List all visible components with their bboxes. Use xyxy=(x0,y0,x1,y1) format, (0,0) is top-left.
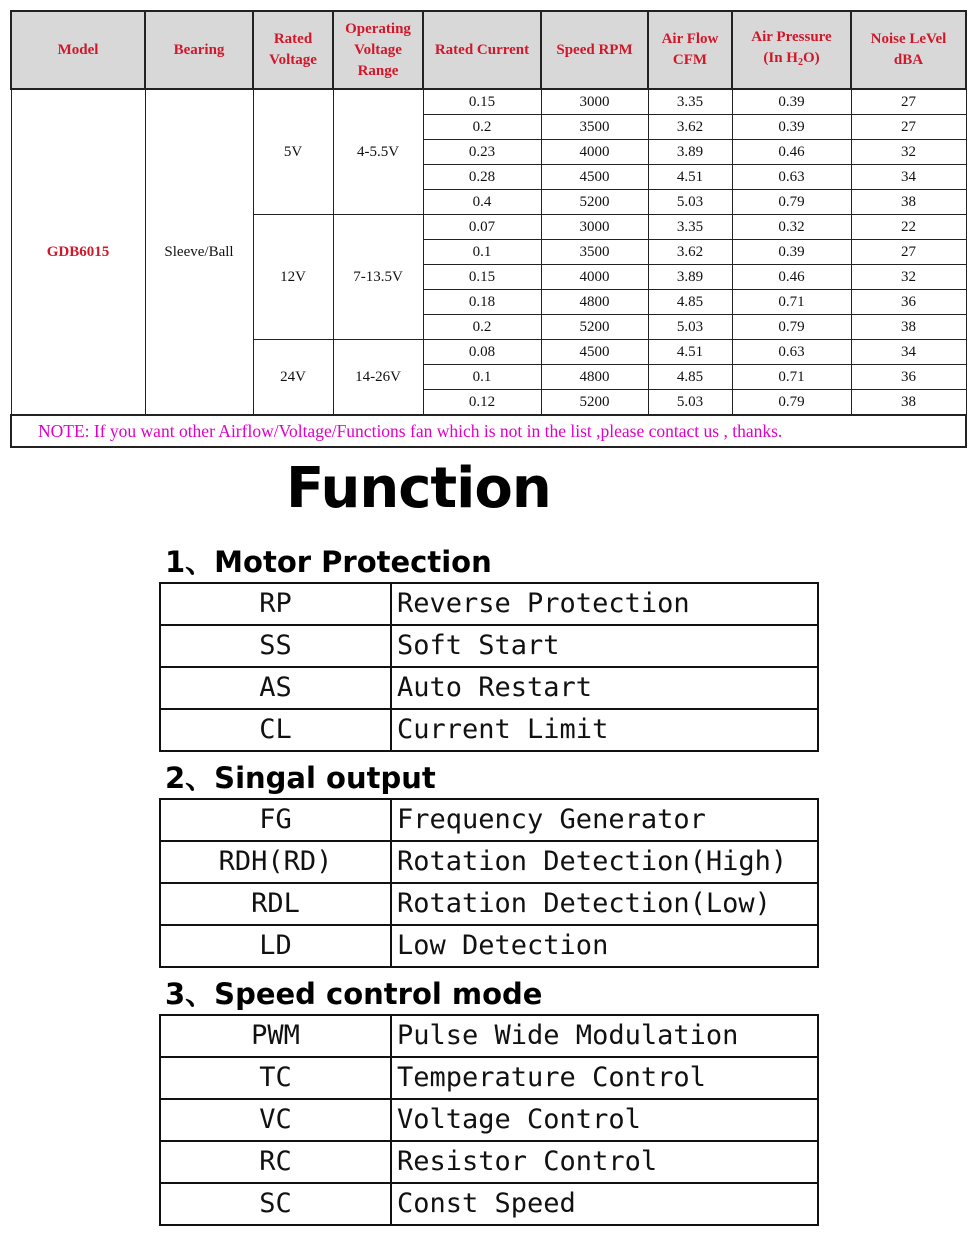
header-model: Model xyxy=(11,11,145,89)
rated-current-cell: 0.23 xyxy=(423,140,541,165)
header-rated-current: Rated Current xyxy=(423,11,541,89)
header-operating-line2: Voltage xyxy=(354,41,402,58)
rated-current-cell: 0.4 xyxy=(423,190,541,215)
header-air-pressure-unit-post: O) xyxy=(802,50,820,66)
speed-rpm-cell: 3500 xyxy=(541,115,648,140)
function-row xyxy=(160,1099,818,1141)
header-air-flow xyxy=(648,11,732,89)
header-noise-line1: Noise LeVel xyxy=(870,31,947,47)
function-row xyxy=(160,925,818,967)
noise-cell: 38 xyxy=(851,190,966,215)
header-air-flow-line1: Air Flow xyxy=(661,31,719,47)
operating-range-cell: 7-13.5V xyxy=(333,215,423,340)
air-pressure-cell: 0.39 xyxy=(732,240,851,265)
function-abbr: CL xyxy=(160,709,391,751)
note-row xyxy=(11,415,966,447)
air-pressure-cell: 0.63 xyxy=(732,165,851,190)
function-description: Rotation Detection(Low) xyxy=(391,883,818,925)
note-text: NOTE: If you want other Airflow/Voltage/Functions fan which is not in the list ,please contact us , thanks. xyxy=(11,415,966,447)
noise-cell: 34 xyxy=(851,340,966,365)
air-flow-cell: 4.85 xyxy=(648,365,732,390)
noise-cell: 32 xyxy=(851,140,966,165)
function-abbr: RDH(RD) xyxy=(160,841,391,883)
function-description: Soft Start xyxy=(391,625,818,667)
header-speed: Speed RPM xyxy=(541,11,648,89)
air-flow-cell: 3.62 xyxy=(648,115,732,140)
operating-range-cell: 14-26V xyxy=(333,340,423,416)
rated-voltage-cell: 24V xyxy=(253,340,333,416)
air-pressure-cell: 0.46 xyxy=(732,265,851,290)
rated-current-cell: 0.28 xyxy=(423,165,541,190)
function-abbr: PWM xyxy=(160,1015,391,1057)
spec-header-row xyxy=(11,11,966,89)
header-operating-range xyxy=(333,11,423,89)
header-operating-line3: Range xyxy=(357,62,399,79)
function-abbr: SS xyxy=(160,625,391,667)
air-pressure-cell: 0.63 xyxy=(732,340,851,365)
speed-rpm-cell: 4500 xyxy=(541,165,648,190)
function-row xyxy=(160,799,818,841)
function-abbr: TC xyxy=(160,1057,391,1099)
rated-current-cell: 0.18 xyxy=(423,290,541,315)
header-air-flow-line2: CFM xyxy=(672,52,708,68)
noise-cell: 27 xyxy=(851,115,966,140)
air-pressure-cell: 0.46 xyxy=(732,140,851,165)
air-flow-cell: 5.03 xyxy=(648,390,732,416)
function-abbr: LD xyxy=(160,925,391,967)
function-description: Current Limit xyxy=(391,709,818,751)
noise-cell: 27 xyxy=(851,89,966,115)
function-table-signal-output xyxy=(159,798,819,968)
air-pressure-cell: 0.39 xyxy=(732,115,851,140)
rated-current-cell: 0.1 xyxy=(423,365,541,390)
speed-rpm-cell: 4000 xyxy=(541,140,648,165)
function-row xyxy=(160,583,818,625)
air-pressure-cell: 0.79 xyxy=(732,390,851,416)
function-row xyxy=(160,1057,818,1099)
air-flow-cell: 5.03 xyxy=(648,315,732,340)
air-flow-cell: 3.89 xyxy=(648,140,732,165)
noise-cell: 36 xyxy=(851,365,966,390)
noise-cell: 27 xyxy=(851,240,966,265)
header-operating-line1: Operating xyxy=(345,20,411,37)
air-pressure-cell: 0.32 xyxy=(732,215,851,240)
function-description: Low Detection xyxy=(391,925,818,967)
model-cell: GDB6015 xyxy=(11,89,145,415)
noise-cell: 38 xyxy=(851,315,966,340)
bearing-cell: Sleeve/Ball xyxy=(145,89,253,415)
header-air-pressure-unit-pre: (In H xyxy=(763,50,798,66)
function-table-motor-protection xyxy=(159,582,819,752)
function-row xyxy=(160,841,818,883)
header-noise xyxy=(851,11,966,89)
function-abbr: FG xyxy=(160,799,391,841)
function-table-speed-control xyxy=(159,1014,819,1226)
air-flow-cell: 3.35 xyxy=(648,215,732,240)
header-noise-line2: dBA xyxy=(893,52,924,68)
function-description: Frequency Generator xyxy=(391,799,818,841)
header-air-pressure xyxy=(732,11,851,89)
speed-rpm-cell: 3500 xyxy=(541,240,648,265)
function-row xyxy=(160,1141,818,1183)
function-abbr: RDL xyxy=(160,883,391,925)
air-flow-cell: 3.35 xyxy=(648,89,732,115)
rated-current-cell: 0.1 xyxy=(423,240,541,265)
function-description: Auto Restart xyxy=(391,667,818,709)
spec-table-body xyxy=(11,89,966,447)
header-bearing: Bearing xyxy=(145,11,253,89)
rated-voltage-cell: 5V xyxy=(253,89,333,215)
speed-rpm-cell: 4800 xyxy=(541,290,648,315)
function-abbr: SC xyxy=(160,1183,391,1225)
speed-rpm-cell: 4500 xyxy=(541,340,648,365)
speed-rpm-cell: 3000 xyxy=(541,215,648,240)
function-row xyxy=(160,883,818,925)
rated-current-cell: 0.2 xyxy=(423,315,541,340)
speed-rpm-cell: 5200 xyxy=(541,390,648,416)
air-flow-cell: 4.51 xyxy=(648,340,732,365)
air-pressure-cell: 0.79 xyxy=(732,190,851,215)
spec-table xyxy=(10,10,967,448)
function-description: Voltage Control xyxy=(391,1099,818,1141)
air-flow-cell: 5.03 xyxy=(648,190,732,215)
function-abbr: AS xyxy=(160,667,391,709)
header-rated-voltage xyxy=(253,11,333,89)
air-flow-cell: 4.85 xyxy=(648,290,732,315)
rated-current-cell: 0.15 xyxy=(423,89,541,115)
section-heading-motor-protection: 1、Motor Protection xyxy=(165,545,492,579)
operating-range-cell: 4-5.5V xyxy=(333,89,423,215)
function-abbr: RC xyxy=(160,1141,391,1183)
header-air-pressure-subscript: 2 xyxy=(797,57,803,68)
speed-rpm-cell: 4800 xyxy=(541,365,648,390)
rated-current-cell: 0.08 xyxy=(423,340,541,365)
speed-rpm-cell: 5200 xyxy=(541,190,648,215)
spec-row xyxy=(11,89,966,115)
function-description: Const Speed xyxy=(391,1183,818,1225)
function-row xyxy=(160,667,818,709)
speed-rpm-cell: 3000 xyxy=(541,89,648,115)
speed-rpm-cell: 5200 xyxy=(541,315,648,340)
noise-cell: 22 xyxy=(851,215,966,240)
function-description: Resistor Control xyxy=(391,1141,818,1183)
function-abbr: RP xyxy=(160,583,391,625)
air-pressure-cell: 0.71 xyxy=(732,365,851,390)
rated-voltage-cell: 12V xyxy=(253,215,333,340)
header-rated-voltage-line1: Rated xyxy=(273,31,313,47)
air-flow-cell: 4.51 xyxy=(648,165,732,190)
function-description: Temperature Control xyxy=(391,1057,818,1099)
speed-rpm-cell: 4000 xyxy=(541,265,648,290)
function-row xyxy=(160,709,818,751)
noise-cell: 32 xyxy=(851,265,966,290)
function-row xyxy=(160,1015,818,1057)
air-pressure-cell: 0.39 xyxy=(732,89,851,115)
function-row xyxy=(160,1183,818,1225)
noise-cell: 34 xyxy=(851,165,966,190)
noise-cell: 38 xyxy=(851,390,966,416)
rated-current-cell: 0.2 xyxy=(423,115,541,140)
section-heading-signal-output: 2、Singal output xyxy=(165,761,436,795)
noise-cell: 36 xyxy=(851,290,966,315)
rated-current-cell: 0.07 xyxy=(423,215,541,240)
header-rated-voltage-line2: Voltage xyxy=(269,52,317,68)
header-air-pressure-line1: Air Pressure xyxy=(751,29,832,45)
function-description: Reverse Protection xyxy=(391,583,818,625)
function-row xyxy=(160,625,818,667)
function-description: Rotation Detection(High) xyxy=(391,841,818,883)
air-flow-cell: 3.62 xyxy=(648,240,732,265)
air-flow-cell: 3.89 xyxy=(648,265,732,290)
rated-current-cell: 0.15 xyxy=(423,265,541,290)
function-title: Function xyxy=(286,456,551,521)
air-pressure-cell: 0.71 xyxy=(732,290,851,315)
air-pressure-cell: 0.79 xyxy=(732,315,851,340)
function-description: Pulse Wide Modulation xyxy=(391,1015,818,1057)
rated-current-cell: 0.12 xyxy=(423,390,541,416)
section-heading-speed-control: 3、Speed control mode xyxy=(165,977,543,1011)
function-abbr: VC xyxy=(160,1099,391,1141)
